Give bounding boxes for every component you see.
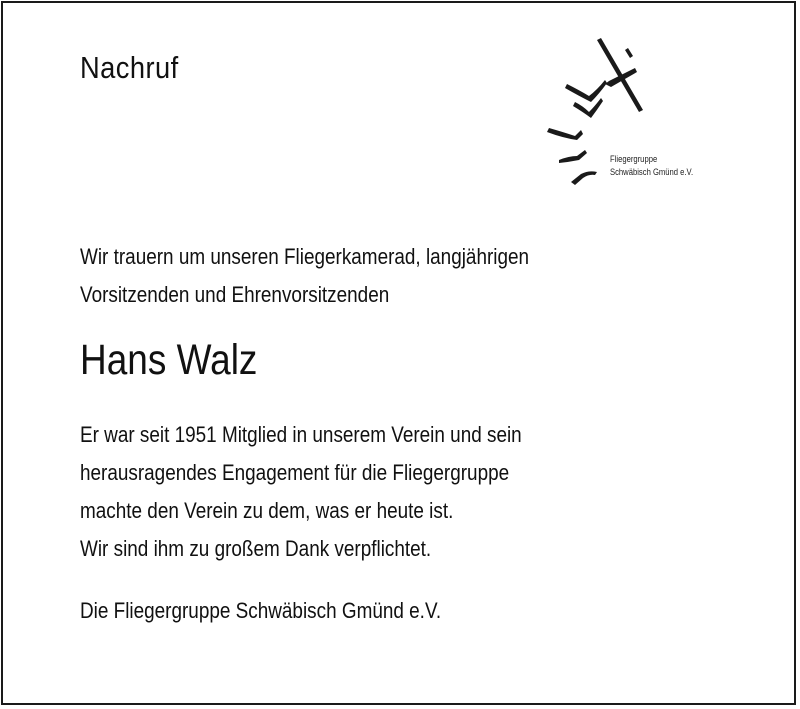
intro-paragraph [80,238,529,314]
notice-heading: Nachruf [80,50,179,85]
intro-line: Wir trauern um unseren Fliegerkamerad, langjährigen [80,244,530,269]
club-logo [545,32,760,192]
tribute-paragraph [80,416,522,568]
tribute-line: Er war seit 1951 Mitglied in unserem Verein und sein [80,422,522,447]
intro-line: Vorsitzenden und Ehrenvorsitzenden [80,282,390,307]
logo-line-2: Schwäbisch Gmünd e.V. [610,167,694,177]
tribute-line: Wir sind ihm zu großem Dank verpflichtet. [80,536,432,561]
tribute-line: machte den Verein zu dem, was er heute ist. [80,498,454,523]
tribute-line: herausragendes Engagement für die Fliegergruppe [80,460,510,485]
logo-line-1: Fliegergruppe [610,154,658,164]
signature: Die Fliegergruppe Schwäbisch Gmünd e.V. [80,598,442,623]
deceased-name: Hans Walz [80,336,258,384]
